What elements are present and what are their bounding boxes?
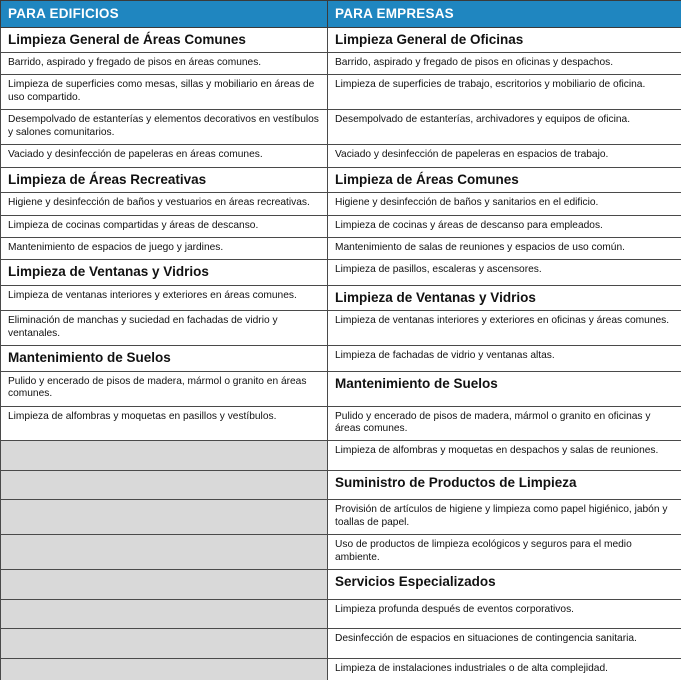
table-row <box>1 260 681 285</box>
table-row <box>1 237 681 259</box>
table-header-row <box>1 1 681 28</box>
service-item-right: Higiene y desinfección de baños y sanitarios en el edificio. <box>328 193 681 215</box>
table-row <box>1 470 681 500</box>
table-row <box>1 145 681 167</box>
table-row <box>1 52 681 74</box>
service-item-right: Limpieza de cocinas y áreas de descanso para empleados. <box>328 215 681 237</box>
table-row <box>1 535 681 570</box>
empty-cell-left <box>1 570 328 600</box>
service-item-right: Limpieza profunda después de eventos corporativos. <box>328 599 681 629</box>
section-heading-left: Limpieza de Áreas Recreativas <box>1 167 328 192</box>
service-item-right: Limpieza de superficies de trabajo, escritorios y mobiliario de oficina. <box>328 75 681 110</box>
service-item-left: Limpieza de superficies como mesas, sillas y mobiliario en áreas de uso compartido. <box>1 75 328 110</box>
service-item-right: Limpieza de alfombras y moquetas en despachos y salas de reuniones. <box>328 441 681 471</box>
empty-cell-left <box>1 441 328 471</box>
table-row <box>1 629 681 659</box>
service-item-right: Barrido, aspirado y fregado de pisos en oficinas y despachos. <box>328 52 681 74</box>
column-header-edificios: PARA EDIFICIOS <box>1 1 328 28</box>
service-item-left: Limpieza de ventanas interiores y exteriores en áreas comunes. <box>1 285 328 310</box>
table-row <box>1 441 681 471</box>
table-row <box>1 75 681 110</box>
service-item-left: Higiene y desinfección de baños y vestuarios en áreas recreativas. <box>1 193 328 215</box>
table-row <box>1 311 681 346</box>
table-row <box>1 193 681 215</box>
table-row <box>1 371 681 406</box>
table-row <box>1 658 681 680</box>
table-row <box>1 570 681 600</box>
service-item-left: Limpieza de cocinas compartidas y áreas de descanso. <box>1 215 328 237</box>
empty-cell-left <box>1 658 328 680</box>
service-item-right: Limpieza de pasillos, escaleras y ascensores. <box>328 260 681 285</box>
table-row <box>1 500 681 535</box>
table-row <box>1 285 681 310</box>
service-item-left: Pulido y encerado de pisos de madera, mármol o granito en áreas comunes. <box>1 371 328 406</box>
section-heading-left: Mantenimiento de Suelos <box>1 346 328 371</box>
service-item-right: Pulido y encerado de pisos de madera, mármol o granito en oficinas y áreas comunes. <box>328 406 681 441</box>
service-item-right: Limpieza de fachadas de vidrio y ventanas altas. <box>328 346 681 371</box>
table-row <box>1 110 681 145</box>
service-item-left: Limpieza de alfombras y moquetas en pasillos y vestíbulos. <box>1 406 328 441</box>
empty-cell-left <box>1 500 328 535</box>
service-item-left: Mantenimiento de espacios de juego y jardines. <box>1 237 328 259</box>
empty-cell-left <box>1 535 328 570</box>
service-item-right: Mantenimiento de salas de reuniones y espacios de uso común. <box>328 237 681 259</box>
table-row <box>1 406 681 441</box>
table-row <box>1 346 681 371</box>
service-item-right: Vaciado y desinfección de papeleras en espacios de trabajo. <box>328 145 681 167</box>
empty-cell-left <box>1 470 328 500</box>
service-item-left: Eliminación de manchas y suciedad en fachadas de vidrio y ventanales. <box>1 311 328 346</box>
service-item-right: Limpieza de ventanas interiores y exteriores en oficinas y áreas comunes. <box>328 311 681 346</box>
section-heading-left: Limpieza de Ventanas y Vidrios <box>1 260 328 285</box>
table-row <box>1 167 681 192</box>
table-row <box>1 215 681 237</box>
section-heading-right: Limpieza General de Oficinas <box>328 27 681 52</box>
service-item-right: Desinfección de espacios en situaciones de contingencia sanitaria. <box>328 629 681 659</box>
service-item-right: Desempolvado de estanterías, archivadores y equipos de oficina. <box>328 110 681 145</box>
service-item-left: Barrido, aspirado y fregado de pisos en áreas comunes. <box>1 52 328 74</box>
table-row <box>1 599 681 629</box>
section-heading-right: Servicios Especializados <box>328 570 681 600</box>
table-body <box>1 27 681 680</box>
section-heading-right: Limpieza de Ventanas y Vidrios <box>328 285 681 310</box>
service-item-left: Vaciado y desinfección de papeleras en áreas comunes. <box>1 145 328 167</box>
section-heading-left: Limpieza General de Áreas Comunes <box>1 27 328 52</box>
column-header-empresas: PARA EMPRESAS <box>328 1 681 28</box>
service-item-right: Uso de productos de limpieza ecológicos y seguros para el medio ambiente. <box>328 535 681 570</box>
section-heading-right: Mantenimiento de Suelos <box>328 371 681 406</box>
section-heading-right: Suministro de Productos de Limpieza <box>328 470 681 500</box>
service-item-right: Provisión de artículos de higiene y limpieza como papel higiénico, jabón y toallas de papel. <box>328 500 681 535</box>
service-item-left: Desempolvado de estanterías y elementos decorativos en vestíbulos y salones comunitarios. <box>1 110 328 145</box>
table-row <box>1 27 681 52</box>
section-heading-right: Limpieza de Áreas Comunes <box>328 167 681 192</box>
empty-cell-left <box>1 599 328 629</box>
service-item-right: Limpieza de instalaciones industriales o de alta complejidad. <box>328 658 681 680</box>
empty-cell-left <box>1 629 328 659</box>
